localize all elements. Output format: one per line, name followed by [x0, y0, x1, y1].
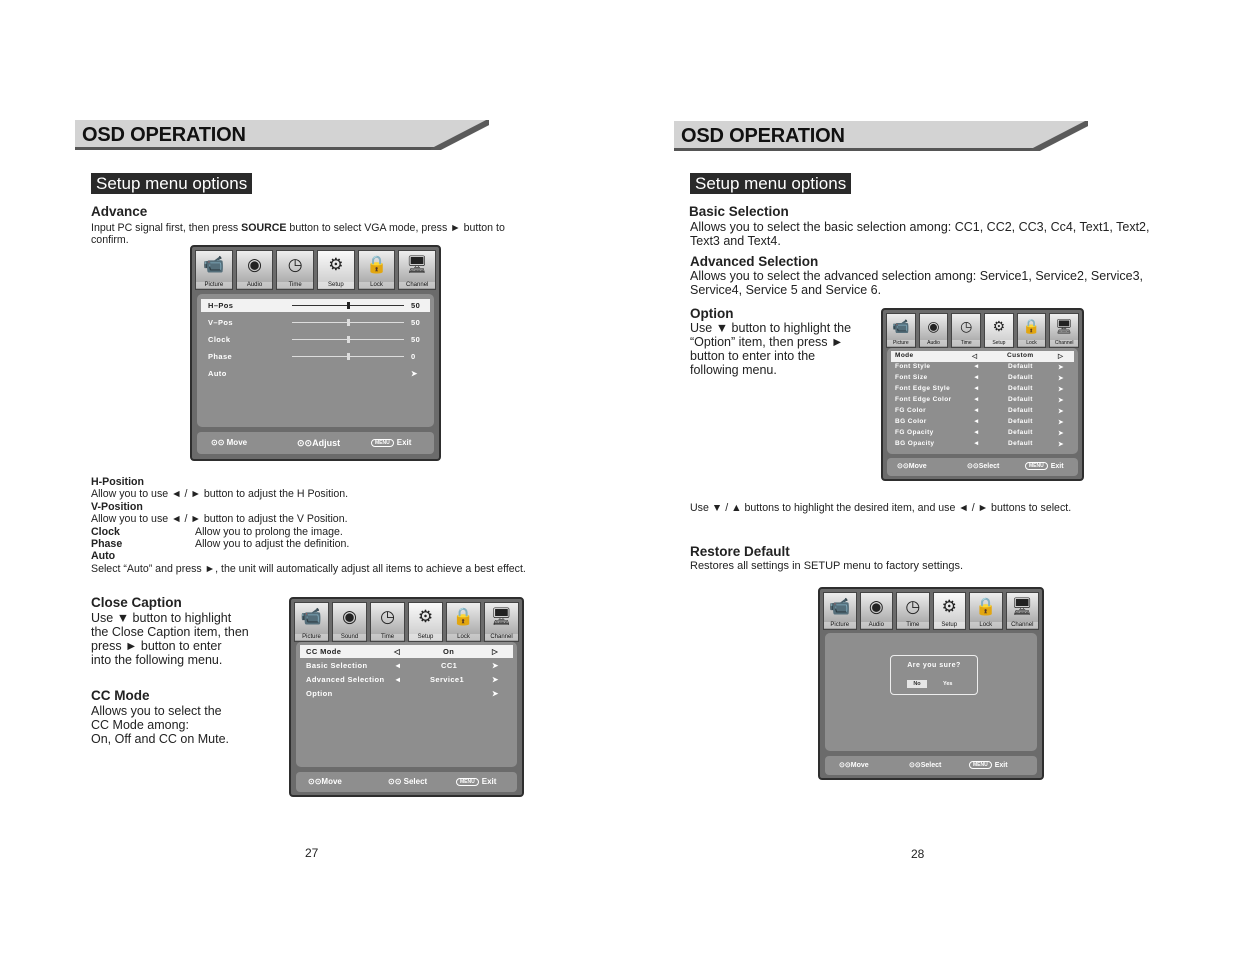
header-decoration	[431, 120, 489, 150]
tab-label: Setup	[934, 622, 966, 628]
speaker-icon: ◉	[927, 318, 940, 334]
menu-row-phase[interactable]	[201, 350, 430, 363]
vpos-slider[interactable]	[292, 322, 404, 323]
advance-text-c: button to select VGA mode, press ► button to	[286, 222, 505, 234]
select-label: Select	[978, 463, 1000, 470]
menu-row-fg-color[interactable]	[891, 406, 1074, 417]
menu-key-icon: MENU	[371, 439, 394, 447]
left-right-icon: ⊙⊙	[909, 762, 921, 769]
osd-footer	[825, 756, 1037, 775]
osd-menu-panel	[887, 348, 1078, 454]
move-hint	[211, 438, 247, 447]
monitor-icon: 🖥	[406, 255, 428, 274]
basic-line: Allows you to select the basic selection among: CC1, CC2, CC3, Cc4, Text1, Text2,	[690, 220, 1150, 234]
advance-text-a: Input PC signal first, then press	[91, 222, 242, 234]
page-header-left	[75, 120, 487, 150]
osd-advance-menu	[190, 245, 441, 461]
tab-label: Picture	[196, 282, 232, 288]
tab-channel[interactable]	[1049, 313, 1079, 348]
cc-line: press ► button to enter	[91, 639, 222, 653]
move-hint	[308, 777, 342, 786]
lock-icon: 🔒	[975, 597, 997, 616]
row-label: Basic Selection	[306, 661, 368, 670]
tab-label: Lock	[970, 622, 1002, 628]
speaker-icon: ◉	[342, 607, 357, 626]
lock-icon: 🔒	[452, 607, 475, 626]
exit-hint	[456, 777, 496, 786]
menu-row-clock[interactable]	[201, 333, 430, 346]
tab-label: Setup	[409, 634, 442, 640]
arrow-right-icon[interactable]: ➤	[1058, 386, 1064, 393]
arrow-left-icon[interactable]: ◄	[973, 418, 980, 425]
exit-label: Exit	[994, 761, 1008, 769]
hpos-slider[interactable]	[292, 305, 404, 306]
move-hint	[839, 761, 869, 769]
tab-time[interactable]	[276, 250, 314, 290]
clock-icon: ◷	[287, 255, 303, 274]
tab-label: Time	[897, 622, 929, 628]
select-hint	[909, 761, 941, 769]
section-bar-left: Setup menu options	[91, 173, 252, 194]
row-label: CC Mode	[306, 647, 342, 656]
select-label: Select	[920, 762, 942, 769]
osd-option-menu	[881, 308, 1084, 481]
osd-menu-panel	[825, 633, 1037, 751]
arrow-right-icon[interactable]: ➤	[1058, 375, 1064, 382]
tab-time[interactable]	[896, 592, 930, 630]
close-caption-heading: Close Caption	[91, 595, 182, 610]
menu-row-bg-opacity[interactable]	[891, 439, 1074, 450]
tab-audio[interactable]	[860, 592, 894, 630]
tab-setup[interactable]	[933, 592, 967, 630]
menu-key-icon: MENU	[456, 778, 479, 786]
menu-key-icon: MENU	[1025, 462, 1048, 470]
row-value: 50	[411, 335, 421, 344]
row-label: BG Color	[895, 418, 927, 425]
arrow-left-icon[interactable]: ◄	[973, 440, 980, 447]
cc-line: into the following menu.	[91, 653, 223, 667]
advance-source: SOURCE	[241, 222, 287, 234]
dialog-question: Are you sure?	[907, 662, 961, 669]
row-label: Phase	[208, 352, 233, 361]
tab-label: Channel	[1050, 340, 1078, 346]
hpos-heading: H-Position	[91, 476, 144, 488]
row-value: Default	[1008, 396, 1033, 403]
option-line: Use ▼ button to highlight the	[690, 321, 852, 335]
row-value: 0	[411, 352, 416, 361]
menu-row-font-style[interactable]	[891, 362, 1074, 373]
row-value: Custom	[1007, 352, 1034, 359]
row-value: On	[443, 647, 455, 656]
exit-label: Exit	[481, 777, 497, 786]
osd-menu-panel	[296, 642, 517, 767]
ccm-line: CC Mode among:	[91, 718, 189, 732]
advanced-selection-text	[690, 269, 1160, 297]
tab-time[interactable]	[951, 313, 981, 348]
tab-lock[interactable]	[358, 250, 396, 290]
ccm-line: Allows you to select the	[91, 704, 222, 718]
arrow-right-icon[interactable]: ➤	[1058, 364, 1064, 371]
row-label: Font Edge Color	[895, 396, 952, 403]
gear-icon: ⚙	[992, 318, 1006, 334]
menu-key-icon: MENU	[969, 761, 992, 769]
row-label: FG Opacity	[895, 429, 934, 436]
tab-label: Time	[277, 282, 313, 288]
tab-picture[interactable]	[294, 602, 329, 642]
osd-tab-bar	[195, 250, 436, 290]
row-value: 50	[411, 318, 421, 327]
header-title: OSD OPERATION	[681, 125, 845, 147]
hpos-text: Allow you to use ◄ / ► button to adjust the H Position.	[91, 488, 349, 501]
page-header-right	[674, 121, 1086, 151]
tab-label: Time	[371, 634, 404, 640]
row-label: Clock	[208, 335, 231, 344]
tab-picture[interactable]	[886, 313, 916, 348]
gear-icon: ⚙	[328, 255, 344, 274]
up-down-icon: ⊙⊙	[211, 438, 225, 447]
cc-mode-heading: CC Mode	[91, 688, 150, 703]
yes-button[interactable]: Yes	[943, 681, 953, 687]
tab-channel[interactable]	[1006, 592, 1040, 630]
osd-tab-bar	[823, 592, 1039, 630]
advanced-selection-heading: Advanced Selection	[690, 254, 819, 269]
left-right-icon: ⊙⊙	[297, 438, 313, 448]
row-value: Default	[1008, 418, 1033, 425]
close-caption-text	[91, 611, 281, 667]
adjust-label: Adjust	[312, 438, 341, 448]
arrow-right-icon[interactable]: ➤	[1058, 408, 1064, 415]
speaker-icon: ◉	[868, 597, 884, 616]
row-value: 50	[411, 301, 421, 310]
move-label: Move	[226, 438, 248, 447]
tab-label: Time	[952, 340, 980, 346]
row-label: FG Color	[895, 407, 927, 414]
row-label: V–Pos	[208, 318, 233, 327]
tab-label: Lock	[1018, 340, 1046, 346]
row-label: Font Style	[895, 363, 931, 370]
select-label: Select	[403, 777, 428, 786]
up-down-icon: ⊙⊙	[897, 463, 909, 470]
row-value: Default	[1008, 363, 1033, 370]
arrow-right-icon[interactable]: ➤	[492, 675, 499, 684]
osd-tab-bar	[886, 313, 1079, 348]
row-label: Option	[306, 689, 333, 698]
vpos-heading: V-Position	[91, 500, 143, 513]
basic-selection-heading: Basic Selection	[689, 204, 789, 219]
tab-setup[interactable]	[984, 313, 1014, 348]
menu-row-advanced-selection[interactable]	[300, 673, 513, 686]
menu-row-basic-selection[interactable]	[300, 659, 513, 672]
cc-mode-text	[91, 704, 281, 746]
monitor-icon: 🖥	[1011, 597, 1034, 616]
clock-text: Allow you to prolong the image.	[195, 525, 343, 538]
cc-line: the Close Caption item, then	[91, 625, 249, 639]
tab-label: Channel	[399, 282, 435, 288]
osd-tab-bar	[294, 602, 519, 642]
phase-heading: Phase	[91, 538, 123, 551]
arrow-right-icon[interactable]: ▷	[1058, 353, 1064, 360]
osd-footer	[197, 432, 434, 454]
monitor-icon: 🖥	[1055, 318, 1074, 334]
speaker-icon: ◉	[247, 255, 262, 274]
camera-icon: 📹	[300, 607, 323, 626]
row-label: Advanced Selection	[306, 675, 385, 684]
tab-audio[interactable]	[236, 250, 274, 290]
row-value: Default	[1008, 407, 1033, 414]
menu-row-cc-mode[interactable]	[300, 645, 513, 658]
exit-hint	[969, 761, 1008, 769]
arrow-right-icon[interactable]: ➤	[492, 661, 499, 670]
tab-label: Picture	[887, 340, 915, 346]
basic-selection-text	[690, 220, 1160, 248]
row-label: Font Edge Style	[895, 385, 951, 392]
arrow-left-icon[interactable]: ◄	[394, 675, 402, 684]
tab-label: Setup	[985, 340, 1013, 346]
tab-channel[interactable]	[484, 602, 519, 642]
menu-row-font-size[interactable]	[891, 373, 1074, 384]
arrow-left-icon[interactable]: ◄	[973, 374, 980, 381]
vpos-text: Allow you to use ◄ / ► button to adjust the V Position.	[91, 513, 348, 526]
tab-lock[interactable]	[446, 602, 481, 642]
header-title: OSD OPERATION	[82, 124, 246, 146]
row-label: Font Size	[895, 374, 928, 381]
tab-label: Audio	[920, 340, 948, 346]
left-right-icon: ⊙⊙	[967, 463, 979, 470]
lock-icon: 🔒	[1022, 318, 1041, 334]
restore-default-heading: Restore Default	[690, 544, 790, 559]
tab-picture[interactable]	[195, 250, 233, 290]
exit-label: Exit	[396, 438, 412, 447]
page-number-left: 27	[305, 846, 319, 860]
tab-setup[interactable]	[408, 602, 443, 642]
tab-label: Picture	[824, 622, 856, 628]
section-bar-right: Setup menu options	[690, 173, 851, 194]
header-decoration	[1030, 121, 1088, 151]
phase-text: Allow you to adjust the definition.	[195, 538, 350, 551]
advanced-line: Allows you to select the advanced selection among: Service1, Service2, Service3,	[690, 269, 1144, 283]
camera-icon: 📹	[829, 597, 851, 616]
arrow-right-icon[interactable]: ➤	[1058, 441, 1064, 448]
advance-text	[91, 222, 531, 247]
advanced-line: Service4, Service 5 and Service 6.	[690, 283, 882, 297]
tab-setup[interactable]	[317, 250, 355, 290]
osd-closed-caption-menu	[289, 597, 524, 797]
tab-sound[interactable]	[332, 602, 367, 642]
arrow-right-icon[interactable]: ▷	[492, 647, 499, 656]
row-value: Service1	[430, 675, 465, 684]
slider-knob[interactable]	[347, 336, 350, 343]
menu-row-hpos[interactable]	[201, 299, 430, 312]
clock-icon: ◷	[960, 318, 973, 334]
row-label: BG Opacity	[895, 440, 935, 447]
tab-picture[interactable]	[823, 592, 857, 630]
menu-row-bg-color[interactable]	[891, 417, 1074, 428]
tab-label: Lock	[359, 282, 395, 288]
arrow-left-icon[interactable]: ◄	[973, 363, 980, 370]
move-label: Move	[908, 463, 927, 470]
row-label: H–Pos	[208, 301, 234, 310]
arrow-left-icon[interactable]: ◄	[973, 385, 980, 392]
option-line: button to enter into the	[690, 349, 816, 363]
slider-knob[interactable]	[347, 302, 350, 309]
row-value: Default	[1008, 440, 1033, 447]
arrow-right-icon: ➤	[411, 369, 418, 378]
arrow-right-icon[interactable]: ➤	[492, 689, 499, 698]
arrow-left-icon[interactable]: ◄	[973, 396, 980, 403]
arrow-left-icon[interactable]: ◄	[973, 407, 980, 414]
option-text	[690, 321, 875, 377]
exit-hint	[371, 438, 411, 447]
tab-label: Audio	[237, 282, 273, 288]
row-label: Mode	[895, 352, 914, 359]
tab-label: Audio	[861, 622, 893, 628]
move-label: Move	[850, 762, 869, 769]
row-value: Default	[1008, 385, 1033, 392]
no-button[interactable]: No	[907, 680, 927, 688]
arrow-right-icon[interactable]: ➤	[1058, 430, 1064, 437]
tab-label: Lock	[447, 634, 480, 640]
adjust-hint	[297, 438, 340, 449]
clock-heading: Clock	[91, 525, 120, 538]
phase-slider[interactable]	[292, 356, 404, 357]
tab-label: Picture	[295, 634, 328, 640]
camera-icon: 📹	[203, 255, 225, 274]
up-down-icon: ⊙⊙	[839, 762, 851, 769]
tab-label: Channel	[1007, 622, 1039, 628]
menu-row-fg-opacity[interactable]	[891, 428, 1074, 439]
move-hint	[897, 462, 927, 470]
tab-lock[interactable]	[1017, 313, 1047, 348]
row-value: Default	[1008, 374, 1033, 381]
lock-icon: 🔒	[365, 255, 388, 274]
cc-line: Use ▼ button to highlight	[91, 611, 232, 625]
osd-footer	[887, 458, 1078, 476]
advance-descriptions	[91, 476, 571, 575]
select-hint	[388, 777, 427, 786]
confirm-dialog	[890, 655, 978, 695]
up-down-icon: ⊙⊙	[308, 777, 322, 786]
move-label: Move	[321, 777, 342, 786]
arrow-left-icon[interactable]: ◁	[394, 647, 401, 656]
menu-row-vpos[interactable]	[201, 316, 430, 329]
left-right-icon: ⊙⊙	[388, 777, 402, 786]
osd-menu-panel	[197, 294, 434, 427]
menu-row-auto[interactable]	[201, 367, 430, 380]
tab-channel[interactable]	[398, 250, 436, 290]
tab-label: Channel	[485, 634, 518, 640]
menu-row-option[interactable]	[300, 687, 513, 700]
tab-label: Sound	[333, 634, 366, 640]
ccm-line: On, Off and CC on Mute.	[91, 732, 230, 746]
tab-time[interactable]	[370, 602, 405, 642]
advance-text-d: confirm.	[91, 234, 129, 247]
row-label: Auto	[208, 369, 227, 378]
arrow-left-icon[interactable]: ◁	[972, 353, 978, 360]
slider-knob[interactable]	[347, 353, 350, 360]
clock-icon: ◷	[905, 597, 921, 616]
option-heading: Option	[690, 306, 734, 321]
option-line: “Option” item, then press ►	[690, 335, 844, 349]
clock-slider[interactable]	[292, 339, 404, 340]
page-number-right: 28	[911, 847, 925, 861]
osd-footer	[296, 772, 517, 792]
basic-line: Text3 and Text4.	[690, 234, 781, 248]
arrow-left-icon[interactable]: ◄	[394, 661, 402, 670]
advance-heading: Advance	[91, 204, 148, 219]
menu-row-mode[interactable]	[891, 351, 1074, 362]
menu-row-font-edge-color[interactable]	[891, 395, 1074, 406]
menu-row-font-edge-style[interactable]	[891, 384, 1074, 395]
gear-icon: ⚙	[417, 607, 434, 626]
row-value: CC1	[441, 661, 458, 670]
use-buttons-line: Use ▼ / ▲ buttons to highlight the desired item, and use ◄ / ► buttons to select.	[690, 502, 1072, 514]
exit-hint	[1025, 462, 1064, 470]
monitor-icon: 🖥	[490, 607, 513, 626]
camera-icon: 📹	[892, 318, 910, 334]
tab-lock[interactable]	[969, 592, 1003, 630]
option-line: following menu.	[690, 363, 777, 377]
arrow-right-icon[interactable]: ➤	[1058, 397, 1064, 404]
exit-label: Exit	[1050, 462, 1064, 470]
tab-audio[interactable]	[919, 313, 949, 348]
row-value: Default	[1008, 429, 1033, 436]
arrow-right-icon[interactable]: ➤	[1058, 419, 1064, 426]
tab-label: Setup	[318, 282, 354, 288]
gear-icon: ⚙	[941, 597, 957, 616]
clock-icon: ◷	[380, 607, 395, 626]
arrow-left-icon[interactable]: ◄	[973, 429, 980, 436]
restore-default-text: Restores all settings in SETUP menu to factory settings.	[690, 560, 964, 572]
osd-restore-default-menu	[818, 587, 1044, 780]
slider-knob[interactable]	[347, 319, 350, 326]
select-hint	[967, 462, 999, 470]
auto-heading: Auto	[91, 550, 116, 563]
auto-text: Select “Auto” and press ►, the unit will automatically adjust all items to achieve a best effect.	[91, 562, 526, 575]
